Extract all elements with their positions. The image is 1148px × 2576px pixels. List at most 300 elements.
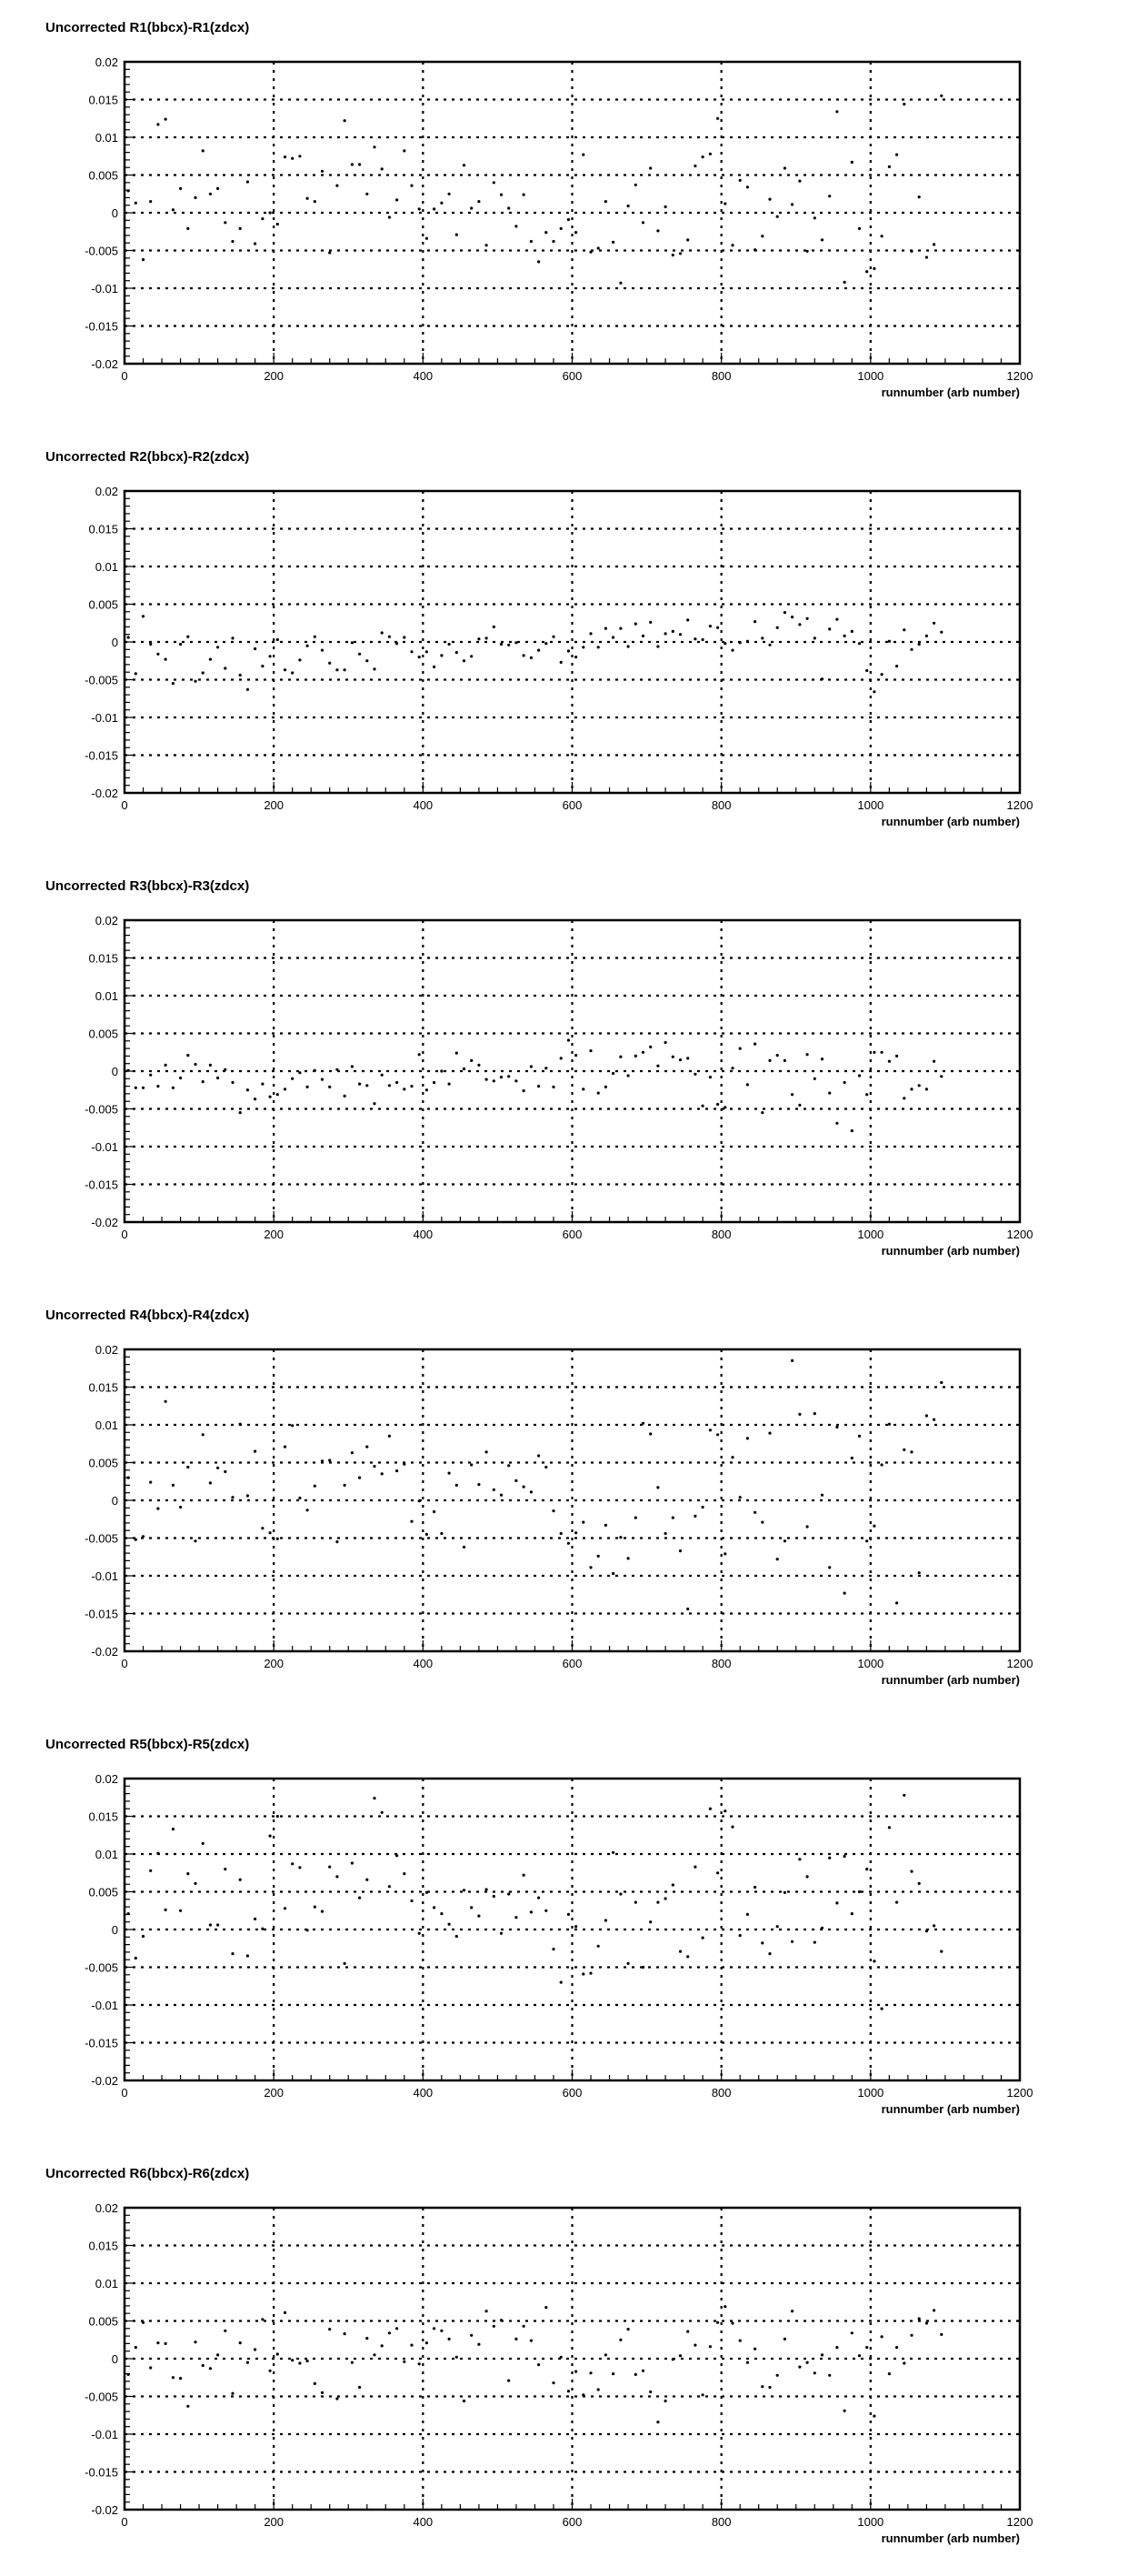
y-tick-label: -0.01 xyxy=(91,282,118,296)
data-point xyxy=(656,1901,659,1904)
data-point xyxy=(351,163,354,165)
data-point xyxy=(806,2361,809,2364)
data-point xyxy=(216,187,219,190)
x-axis-title: runnumber (arb number) xyxy=(881,1244,1020,1258)
data-point xyxy=(239,227,242,230)
data-point xyxy=(410,2344,413,2347)
data-point xyxy=(567,1542,570,1545)
data-point xyxy=(828,2374,831,2377)
data-point xyxy=(895,1055,898,1057)
data-point xyxy=(433,207,435,210)
data-point xyxy=(127,1912,130,1915)
data-point xyxy=(776,626,779,629)
data-point xyxy=(814,216,816,219)
data-point xyxy=(552,1948,554,1950)
data-point xyxy=(306,1929,309,1931)
x-tick-label: 1200 xyxy=(1006,2515,1033,2529)
data-point xyxy=(202,671,205,674)
data-point xyxy=(291,2359,294,2361)
data-point xyxy=(716,2321,719,2324)
data-point xyxy=(851,2331,854,2334)
x-axis-title: runnumber (arb number) xyxy=(881,2102,1020,2116)
data-point xyxy=(873,1051,875,1054)
data-point xyxy=(127,636,130,638)
data-point xyxy=(865,270,868,273)
data-point xyxy=(619,2339,622,2341)
data-point xyxy=(395,2327,398,2330)
data-point xyxy=(194,2340,196,2343)
data-point xyxy=(448,1923,451,1926)
data-point xyxy=(194,1539,196,1542)
data-point xyxy=(261,2318,264,2320)
data-point xyxy=(284,155,286,158)
data-point xyxy=(418,1053,421,1056)
data-point xyxy=(298,1497,301,1499)
data-point xyxy=(672,1056,674,1058)
data-point xyxy=(254,647,256,650)
y-tick-label: -0.02 xyxy=(91,357,118,371)
data-point xyxy=(485,1450,488,1453)
data-point xyxy=(239,1423,242,1426)
data-point xyxy=(269,211,272,214)
chart-panel-r3 xyxy=(0,858,1148,1288)
data-point xyxy=(910,648,913,651)
data-point xyxy=(291,1424,294,1427)
data-point xyxy=(814,1412,816,1415)
data-point xyxy=(903,628,905,631)
gridlines xyxy=(125,1349,1020,1651)
data-point xyxy=(604,1086,607,1088)
data-point xyxy=(537,1454,540,1457)
data-point xyxy=(425,650,428,653)
data-point xyxy=(335,185,338,187)
data-point xyxy=(455,1484,458,1487)
y-tick-label: -0.01 xyxy=(91,1140,118,1154)
data-point xyxy=(358,1083,361,1086)
data-point xyxy=(500,643,503,646)
data-point xyxy=(828,627,831,630)
data-point xyxy=(582,2393,584,2396)
data-point xyxy=(656,1486,659,1488)
data-point xyxy=(306,1509,309,1511)
data-point xyxy=(739,1496,742,1498)
y-tick-label: -0.015 xyxy=(85,2036,118,2050)
data-point xyxy=(940,1381,943,1384)
data-point xyxy=(888,165,891,168)
data-point xyxy=(933,1924,935,1927)
data-point xyxy=(642,221,644,224)
data-point xyxy=(858,2354,861,2357)
data-point xyxy=(433,2327,435,2330)
data-point xyxy=(627,1557,630,1559)
data-point xyxy=(694,2344,696,2347)
data-point xyxy=(888,1060,891,1063)
gridlines xyxy=(125,62,1020,364)
data-point xyxy=(560,1532,563,1535)
data-point xyxy=(328,1866,331,1869)
data-point xyxy=(656,645,659,647)
data-point xyxy=(485,1078,488,1081)
data-point xyxy=(537,1897,540,1899)
data-point xyxy=(269,1835,272,1838)
data-point xyxy=(552,1509,554,1512)
data-point xyxy=(127,2373,130,2376)
data-point xyxy=(284,1446,286,1448)
gridlines xyxy=(125,1779,1020,2080)
scatter-plot-r2 xyxy=(0,429,1148,858)
data-point xyxy=(664,1041,667,1044)
data-point xyxy=(142,615,145,617)
data-point xyxy=(881,673,883,676)
data-point xyxy=(186,2405,189,2408)
data-point xyxy=(649,1432,652,1435)
x-tick-label: 1000 xyxy=(857,369,884,383)
chart-panel-r2 xyxy=(0,429,1148,858)
data-point xyxy=(165,1909,167,1911)
data-point xyxy=(455,1935,458,1938)
data-point xyxy=(514,1479,517,1482)
y-tick-label: 0 xyxy=(111,1065,118,1078)
data-point xyxy=(284,2311,286,2314)
data-point xyxy=(716,1433,719,1436)
data-point xyxy=(135,1957,137,1960)
data-point xyxy=(903,1794,905,1797)
data-point xyxy=(463,2400,465,2402)
data-point xyxy=(314,200,316,203)
data-point xyxy=(172,1828,175,1830)
data-point xyxy=(530,1910,533,1913)
data-point xyxy=(903,1448,905,1451)
data-point xyxy=(373,667,375,670)
data-point xyxy=(477,1064,480,1067)
data-point xyxy=(664,205,667,208)
data-point xyxy=(395,1081,398,1084)
data-point xyxy=(365,193,368,195)
y-tick-label: 0.02 xyxy=(95,1343,118,1357)
data-point xyxy=(179,1506,182,1509)
data-point xyxy=(724,2305,726,2308)
x-tick-label: 1000 xyxy=(857,2086,884,2100)
data-point xyxy=(365,1446,368,1448)
data-point xyxy=(597,1092,600,1095)
data-point xyxy=(135,202,137,205)
data-point xyxy=(589,632,592,635)
data-point xyxy=(537,1085,540,1088)
data-point xyxy=(194,1882,196,1885)
x-tick-label: 600 xyxy=(562,2515,583,2529)
data-point xyxy=(940,631,943,634)
data-point xyxy=(567,1913,570,1916)
x-tick-label: 200 xyxy=(264,2086,285,2100)
data-point xyxy=(291,1078,294,1080)
y-tick-label: 0.02 xyxy=(95,55,118,69)
data-point xyxy=(425,2341,428,2344)
data-point xyxy=(552,2381,554,2384)
data-point xyxy=(694,165,696,167)
data-point xyxy=(365,659,368,662)
data-point xyxy=(873,267,875,270)
y-tick-label: 0.015 xyxy=(88,522,118,536)
data-point xyxy=(821,238,824,241)
data-point xyxy=(642,2370,644,2372)
data-point xyxy=(365,2337,368,2340)
data-point xyxy=(686,238,689,241)
data-point xyxy=(388,636,391,638)
data-point xyxy=(821,1057,824,1060)
chart-panel-r1 xyxy=(0,0,1148,429)
data-point xyxy=(493,1895,495,1898)
data-point xyxy=(865,1093,868,1096)
data-point xyxy=(642,635,644,637)
data-point xyxy=(798,1413,801,1416)
data-point xyxy=(649,166,652,169)
data-point xyxy=(493,626,495,628)
x-tick-label: 0 xyxy=(121,1228,128,1241)
data-point xyxy=(634,1901,637,1904)
y-tick-label: -0.02 xyxy=(91,1216,118,1229)
data-points xyxy=(127,1794,943,2010)
data-point xyxy=(724,1106,726,1108)
data-point xyxy=(679,1950,682,1953)
data-point xyxy=(537,2363,540,2366)
data-point xyxy=(724,202,726,205)
data-points xyxy=(127,611,943,693)
data-point xyxy=(381,631,384,634)
data-point xyxy=(142,1535,145,1538)
data-point xyxy=(269,1096,272,1098)
data-point xyxy=(761,1111,764,1114)
data-point xyxy=(835,1426,838,1428)
data-point xyxy=(186,1466,189,1468)
data-point xyxy=(135,1087,137,1089)
scatter-plot-r5 xyxy=(0,1717,1148,2146)
data-point xyxy=(269,2370,272,2372)
data-point xyxy=(679,1549,682,1552)
data-point xyxy=(440,1532,443,1535)
data-point xyxy=(731,1067,734,1069)
data-point xyxy=(485,244,488,246)
data-point xyxy=(888,1423,891,1426)
data-point xyxy=(709,1808,712,1810)
x-tick-label: 400 xyxy=(413,1657,434,1670)
data-point xyxy=(381,1074,384,1077)
data-point xyxy=(918,1882,921,1885)
data-point xyxy=(440,2330,443,2332)
data-point xyxy=(672,1517,674,1519)
data-point xyxy=(709,153,712,155)
data-point xyxy=(544,1466,547,1468)
data-point xyxy=(702,155,704,158)
data-point xyxy=(664,632,667,635)
chart-panel-r5 xyxy=(0,1717,1148,2146)
x-tick-label: 600 xyxy=(562,369,583,383)
data-point xyxy=(940,1075,943,1078)
data-point xyxy=(373,2353,375,2356)
data-point xyxy=(731,2321,734,2324)
data-point xyxy=(321,2391,324,2394)
data-point xyxy=(254,1098,256,1100)
y-tick-label: 0.01 xyxy=(95,1418,118,1432)
data-point xyxy=(507,644,510,647)
data-point xyxy=(276,223,279,226)
data-point xyxy=(172,682,175,685)
data-point xyxy=(209,1923,212,1926)
data-point xyxy=(291,1862,294,1865)
data-point xyxy=(261,665,264,667)
x-tick-label: 600 xyxy=(562,1228,583,1241)
x-tick-label: 600 xyxy=(562,798,583,812)
data-point xyxy=(530,657,533,659)
data-point xyxy=(844,2410,846,2412)
data-point xyxy=(940,95,943,97)
data-point xyxy=(933,1060,935,1063)
x-axis-title: runnumber (arb number) xyxy=(881,2531,1020,2545)
data-point xyxy=(851,161,854,164)
y-tick-label: 0 xyxy=(111,1923,118,1937)
x-tick-label: 0 xyxy=(121,2515,128,2529)
data-point xyxy=(761,2385,764,2388)
data-point xyxy=(582,646,584,648)
data-point xyxy=(261,1083,264,1086)
data-point xyxy=(768,1952,771,1955)
data-point xyxy=(679,633,682,636)
data-point xyxy=(284,1907,286,1909)
x-tick-label: 200 xyxy=(264,1228,285,1241)
data-point xyxy=(202,1080,205,1083)
data-point xyxy=(276,1093,279,1096)
data-point xyxy=(142,2321,145,2324)
data-point xyxy=(806,1525,809,1528)
data-point xyxy=(194,680,196,683)
data-point xyxy=(500,1932,503,1935)
data-point xyxy=(209,658,212,661)
data-point xyxy=(612,1572,614,1575)
data-point xyxy=(470,655,473,657)
data-point xyxy=(731,649,734,652)
data-point xyxy=(314,1485,316,1488)
data-point xyxy=(784,1891,786,1894)
data-point xyxy=(918,2317,921,2320)
data-point xyxy=(739,641,742,644)
data-point xyxy=(328,1086,331,1088)
data-point xyxy=(873,690,875,693)
data-point xyxy=(910,1088,913,1090)
y-tick-label: 0.01 xyxy=(95,989,118,1003)
data-point xyxy=(768,2386,771,2389)
data-point xyxy=(351,1861,354,1864)
data-point xyxy=(351,1065,354,1067)
data-point xyxy=(806,1053,809,1056)
data-point xyxy=(574,1925,577,1928)
data-point xyxy=(269,1531,272,1534)
data-point xyxy=(709,1076,712,1078)
data-point xyxy=(731,1456,734,1458)
data-point xyxy=(574,2371,577,2373)
data-point xyxy=(373,1465,375,1468)
y-tick-label: -0.005 xyxy=(85,1531,118,1546)
data-point xyxy=(694,1515,696,1518)
data-point xyxy=(865,2346,868,2349)
data-point xyxy=(649,1046,652,1048)
data-point xyxy=(388,1084,391,1087)
data-point xyxy=(388,216,391,218)
data-point xyxy=(321,1910,324,1913)
data-point xyxy=(365,1084,368,1087)
data-point xyxy=(388,1435,391,1438)
data-point xyxy=(395,1854,398,1857)
data-point xyxy=(142,1087,145,1089)
data-point xyxy=(702,1105,704,1108)
data-point xyxy=(888,1826,891,1829)
data-point xyxy=(649,1920,652,1923)
data-point xyxy=(746,1913,749,1916)
y-tick-label: -0.01 xyxy=(91,711,118,725)
x-tick-label: 600 xyxy=(562,1657,583,1670)
gridlines xyxy=(125,920,1020,1222)
x-tick-label: 600 xyxy=(562,2086,583,2100)
y-tick-label: 0.015 xyxy=(88,2239,118,2253)
data-point xyxy=(351,1451,354,1454)
data-point xyxy=(455,2356,458,2359)
x-tick-label: 200 xyxy=(264,798,285,812)
data-point xyxy=(582,154,584,156)
data-point xyxy=(135,2346,137,2349)
data-point xyxy=(694,1866,696,1869)
data-point xyxy=(156,1508,159,1510)
data-point xyxy=(172,208,175,211)
data-point xyxy=(784,2338,786,2340)
data-point xyxy=(321,649,324,652)
data-point xyxy=(844,281,846,284)
data-point xyxy=(254,242,256,245)
data-point xyxy=(448,2338,451,2340)
data-point xyxy=(604,1524,607,1527)
data-point xyxy=(149,643,152,646)
data-point xyxy=(940,1950,943,1953)
data-point xyxy=(835,618,838,621)
data-point xyxy=(291,671,294,674)
data-point xyxy=(686,1608,689,1610)
data-point xyxy=(656,229,659,232)
data-point xyxy=(731,1826,734,1829)
data-point xyxy=(925,1414,928,1417)
data-point xyxy=(627,1962,630,1965)
data-point xyxy=(127,1477,130,1479)
data-point xyxy=(514,2338,517,2340)
data-point xyxy=(463,1889,465,1891)
data-point xyxy=(709,1428,712,1431)
data-point xyxy=(910,1450,913,1453)
y-tick-label: 0.02 xyxy=(95,2201,118,2215)
data-point xyxy=(425,1533,428,1536)
y-tick-label: -0.005 xyxy=(85,673,118,687)
y-tick-label: -0.005 xyxy=(85,1960,118,1975)
data-point xyxy=(523,1486,525,1488)
data-point xyxy=(440,1912,443,1915)
y-tick-label: -0.005 xyxy=(85,2390,118,2404)
data-point xyxy=(186,1872,189,1875)
data-point xyxy=(835,1122,838,1125)
data-point xyxy=(470,1463,473,1466)
data-point xyxy=(895,2346,898,2349)
data-point xyxy=(373,1797,375,1799)
data-point xyxy=(179,187,182,190)
data-point xyxy=(254,2348,256,2350)
y-tick-label: 0.02 xyxy=(95,485,118,498)
data-point xyxy=(881,235,883,237)
y-tick-label: 0.005 xyxy=(88,168,118,183)
x-tick-label: 800 xyxy=(711,798,732,812)
